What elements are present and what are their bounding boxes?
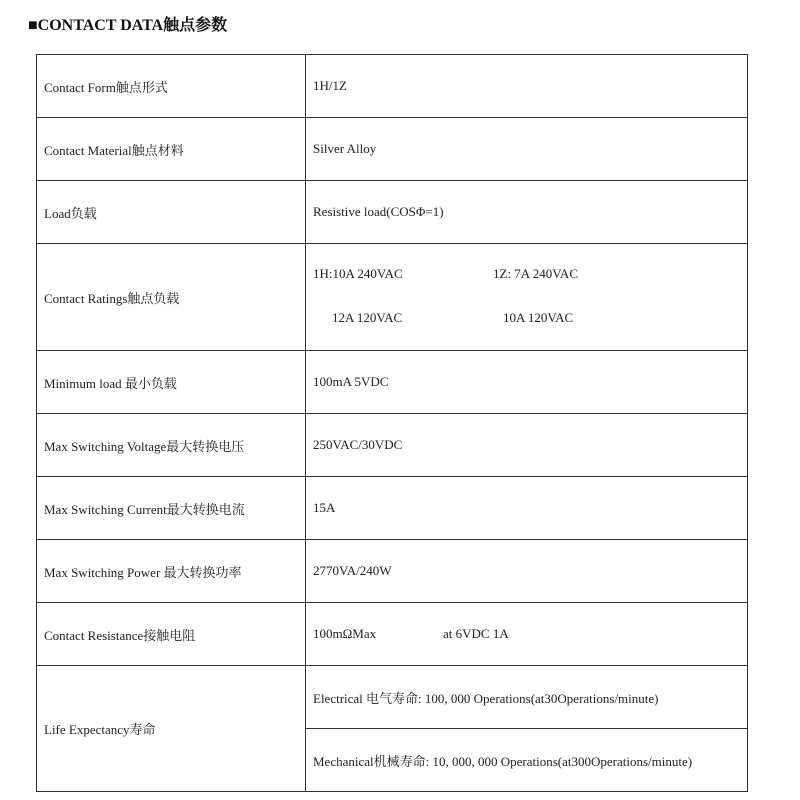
contact-resistance-condition: at 6VDC 1A bbox=[443, 626, 509, 641]
table-row-max-current bbox=[37, 477, 748, 540]
life-expectancy-electrical: Electrical 电气寿命: 100, 000 Operations(at30Operations/minute) bbox=[306, 666, 748, 729]
table-row-contact-resistance bbox=[37, 603, 748, 666]
table-row-max-power bbox=[37, 540, 748, 603]
rating-1z-240vac: 1Z: 7A 240VAC bbox=[493, 266, 578, 281]
contact-resistance-cell bbox=[306, 603, 748, 666]
max-power-value: 2770VA/240W bbox=[306, 540, 748, 603]
contact-resistance-label: Contact Resistance接触电阻 bbox=[37, 603, 306, 666]
max-current-label: Max Switching Current最大转换电流 bbox=[37, 477, 306, 540]
max-voltage-label: Max Switching Voltage最大转换电压 bbox=[37, 414, 306, 477]
contact-data-table bbox=[36, 54, 748, 792]
max-current-value: 15A bbox=[306, 477, 748, 540]
table-row-load bbox=[37, 181, 748, 244]
rating-1h-240vac: 1H:10A 240VAC bbox=[313, 266, 403, 281]
contact-material-label: Contact Material触点材料 bbox=[37, 118, 306, 181]
table-row-contact-ratings bbox=[37, 244, 748, 351]
contact-material-value: Silver Alloy bbox=[306, 118, 748, 181]
life-expectancy-label: Life Expectancy寿命 bbox=[37, 666, 306, 792]
minimum-load-value: 100mA 5VDC bbox=[306, 351, 748, 414]
max-power-label: Max Switching Power 最大转换功率 bbox=[37, 540, 306, 603]
table-row-contact-form bbox=[37, 55, 748, 118]
rating-1h-120vac: 12A 120VAC bbox=[332, 310, 403, 325]
minimum-load-label: Minimum load 最小负载 bbox=[37, 351, 306, 414]
rating-1z-120vac: 10A 120VAC bbox=[503, 310, 574, 325]
contact-ratings-values bbox=[306, 244, 747, 350]
life-expectancy-mechanical: Mechanical机械寿命: 10, 000, 000 Operations(at300Operations/minute) bbox=[306, 729, 748, 792]
contact-form-value: 1H/1Z bbox=[306, 55, 748, 118]
contact-form-label: Contact Form触点形式 bbox=[37, 55, 306, 118]
load-value: Resistive load(COSΦ=1) bbox=[306, 181, 748, 244]
load-label: Load负载 bbox=[37, 181, 306, 244]
max-voltage-value: 250VAC/30VDC bbox=[306, 414, 748, 477]
table-row-life-expectancy-electrical bbox=[37, 666, 748, 729]
section-heading: ■CONTACT DATA触点参数 bbox=[28, 17, 228, 34]
table-row-contact-material bbox=[37, 118, 748, 181]
table-row-minimum-load bbox=[37, 351, 748, 414]
contact-resistance-value: 100mΩMax bbox=[313, 626, 377, 641]
contact-ratings-label: Contact Ratings触点负载 bbox=[37, 244, 306, 351]
table-row-max-voltage bbox=[37, 414, 748, 477]
